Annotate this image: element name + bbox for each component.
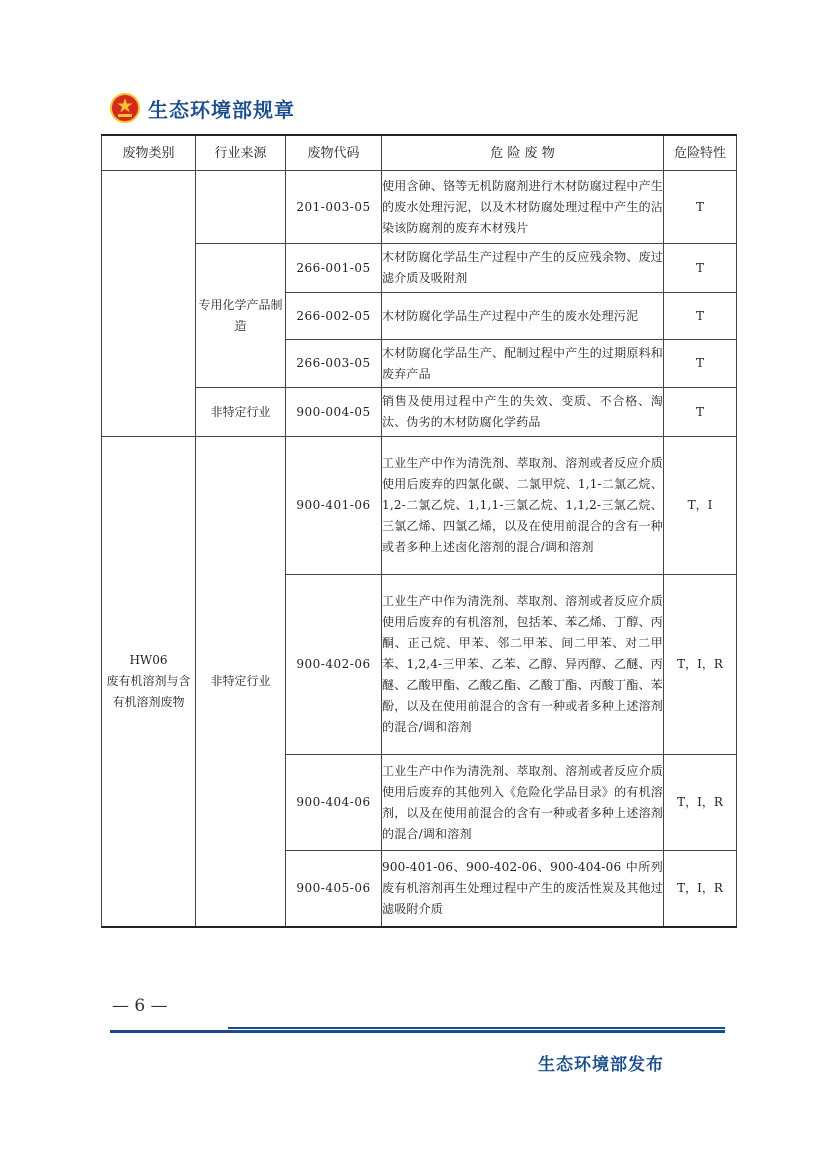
waste-code: 201-003-05 bbox=[286, 171, 382, 244]
waste-code: 266-001-05 bbox=[286, 244, 382, 293]
waste-code: 900-402-06 bbox=[286, 575, 382, 755]
hazard-property: T，I，R bbox=[664, 755, 737, 851]
national-emblem-icon bbox=[110, 93, 140, 123]
hazard-property: T bbox=[664, 293, 737, 340]
footer-divider-thick bbox=[110, 1030, 725, 1033]
table-row bbox=[102, 388, 737, 437]
industry-source: 非特定行业 bbox=[196, 388, 286, 437]
waste-description: 工业生产中作为清洗剂、萃取剂、溶剂或者反应介质使用后废弃的四氯化碳、二氯甲烷、1,1-二氯乙烷、1,2-二氯乙烷、1,1,1-三氯乙烷、1,1,2-三氯乙烷、三氯乙烯、四氯乙烯，以及在使用前混合的含有一种或者多种上述卤化溶剂的混合/调和溶剂 bbox=[382, 437, 664, 575]
waste-description: 900-401-06、900-402-06、900-404-06 中所列废有机溶剂再生处理过程中产生的废活性炭及其他过滤吸附介质 bbox=[382, 851, 664, 927]
category-code: HW06 bbox=[129, 652, 168, 667]
footer-divider-thin bbox=[228, 1027, 725, 1029]
hazard-property: T，I，R bbox=[664, 575, 737, 755]
hazard-property: T，I，R bbox=[664, 851, 737, 927]
page-number: — 6 — bbox=[112, 996, 168, 1016]
waste-code: 900-405-06 bbox=[286, 851, 382, 927]
waste-code: 900-404-06 bbox=[286, 755, 382, 851]
column-header: 危险特性 bbox=[664, 135, 737, 171]
column-header: 行业来源 bbox=[196, 135, 286, 171]
footer-publisher: 生态环境部发布 bbox=[538, 1055, 664, 1075]
waste-code: 266-002-05 bbox=[286, 293, 382, 340]
waste-description: 木材防腐化学品生产过程中产生的反应残余物、废过滤介质及吸附剂 bbox=[382, 244, 664, 293]
waste-category bbox=[102, 437, 196, 927]
waste-description: 销售及使用过程中产生的失效、变质、不合格、淘汰、伪劣的木材防腐化学药品 bbox=[382, 388, 664, 437]
waste-code: 266-003-05 bbox=[286, 340, 382, 388]
waste-description: 工业生产中作为清洗剂、萃取剂、溶剂或者反应介质使用后废弃的有机溶剂，包括苯、苯乙烯、丁醇、丙酮、正己烷、甲苯、邻二甲苯、间二甲苯、对二甲苯、1,2,4-三甲苯、乙苯、乙醇、异丙醇、乙醚、丙醚、乙酸甲酯、乙酸乙酯、乙酸丁酯、丙酸丁酯、苯酚，以及在使用前混合的含有一种或者多种上述溶剂的混合/调和溶剂 bbox=[382, 575, 664, 755]
table-row bbox=[102, 244, 737, 293]
waste-description: 木材防腐化学品生产、配制过程中产生的过期原料和废弃产品 bbox=[382, 340, 664, 388]
table-header-row bbox=[102, 135, 737, 171]
page-header bbox=[110, 88, 295, 128]
source-cell-empty bbox=[196, 171, 286, 244]
waste-code: 900-401-06 bbox=[286, 437, 382, 575]
hazard-property: T，I bbox=[664, 437, 737, 575]
industry-source: 专用化学产品制造 bbox=[196, 244, 286, 388]
category-name: 废有机溶剂与含有机溶剂废物 bbox=[106, 673, 191, 709]
waste-description: 使用含砷、铬等无机防腐剂进行木材防腐过程中产生的废水处理污泥，以及木材防腐处理过程中产生的沾染该防腐剂的废弃木材残片 bbox=[382, 171, 664, 244]
waste-code: 900-004-05 bbox=[286, 388, 382, 437]
hazard-property: T bbox=[664, 340, 737, 388]
hazard-property: T bbox=[664, 388, 737, 437]
table-row bbox=[102, 171, 737, 244]
waste-description: 工业生产中作为清洗剂、萃取剂、溶剂或者反应介质使用后废弃的其他列入《危险化学品目录》的有机溶剂，以及在使用前混合的含有一种或者多种上述溶剂的混合/调和溶剂 bbox=[382, 755, 664, 851]
hazard-property: T bbox=[664, 171, 737, 244]
industry-source: 非特定行业 bbox=[196, 437, 286, 927]
waste-description: 木材防腐化学品生产过程中产生的废水处理污泥 bbox=[382, 293, 664, 340]
column-header: 废物类别 bbox=[102, 135, 196, 171]
category-cell-empty bbox=[102, 171, 196, 437]
column-header: 危 险 废 物 bbox=[382, 135, 664, 171]
header-title: 生态环境部规章 bbox=[148, 97, 295, 122]
hazardous-waste-table bbox=[101, 134, 737, 928]
column-header: 废物代码 bbox=[286, 135, 382, 171]
hazard-property: T bbox=[664, 244, 737, 293]
table-row bbox=[102, 437, 737, 575]
